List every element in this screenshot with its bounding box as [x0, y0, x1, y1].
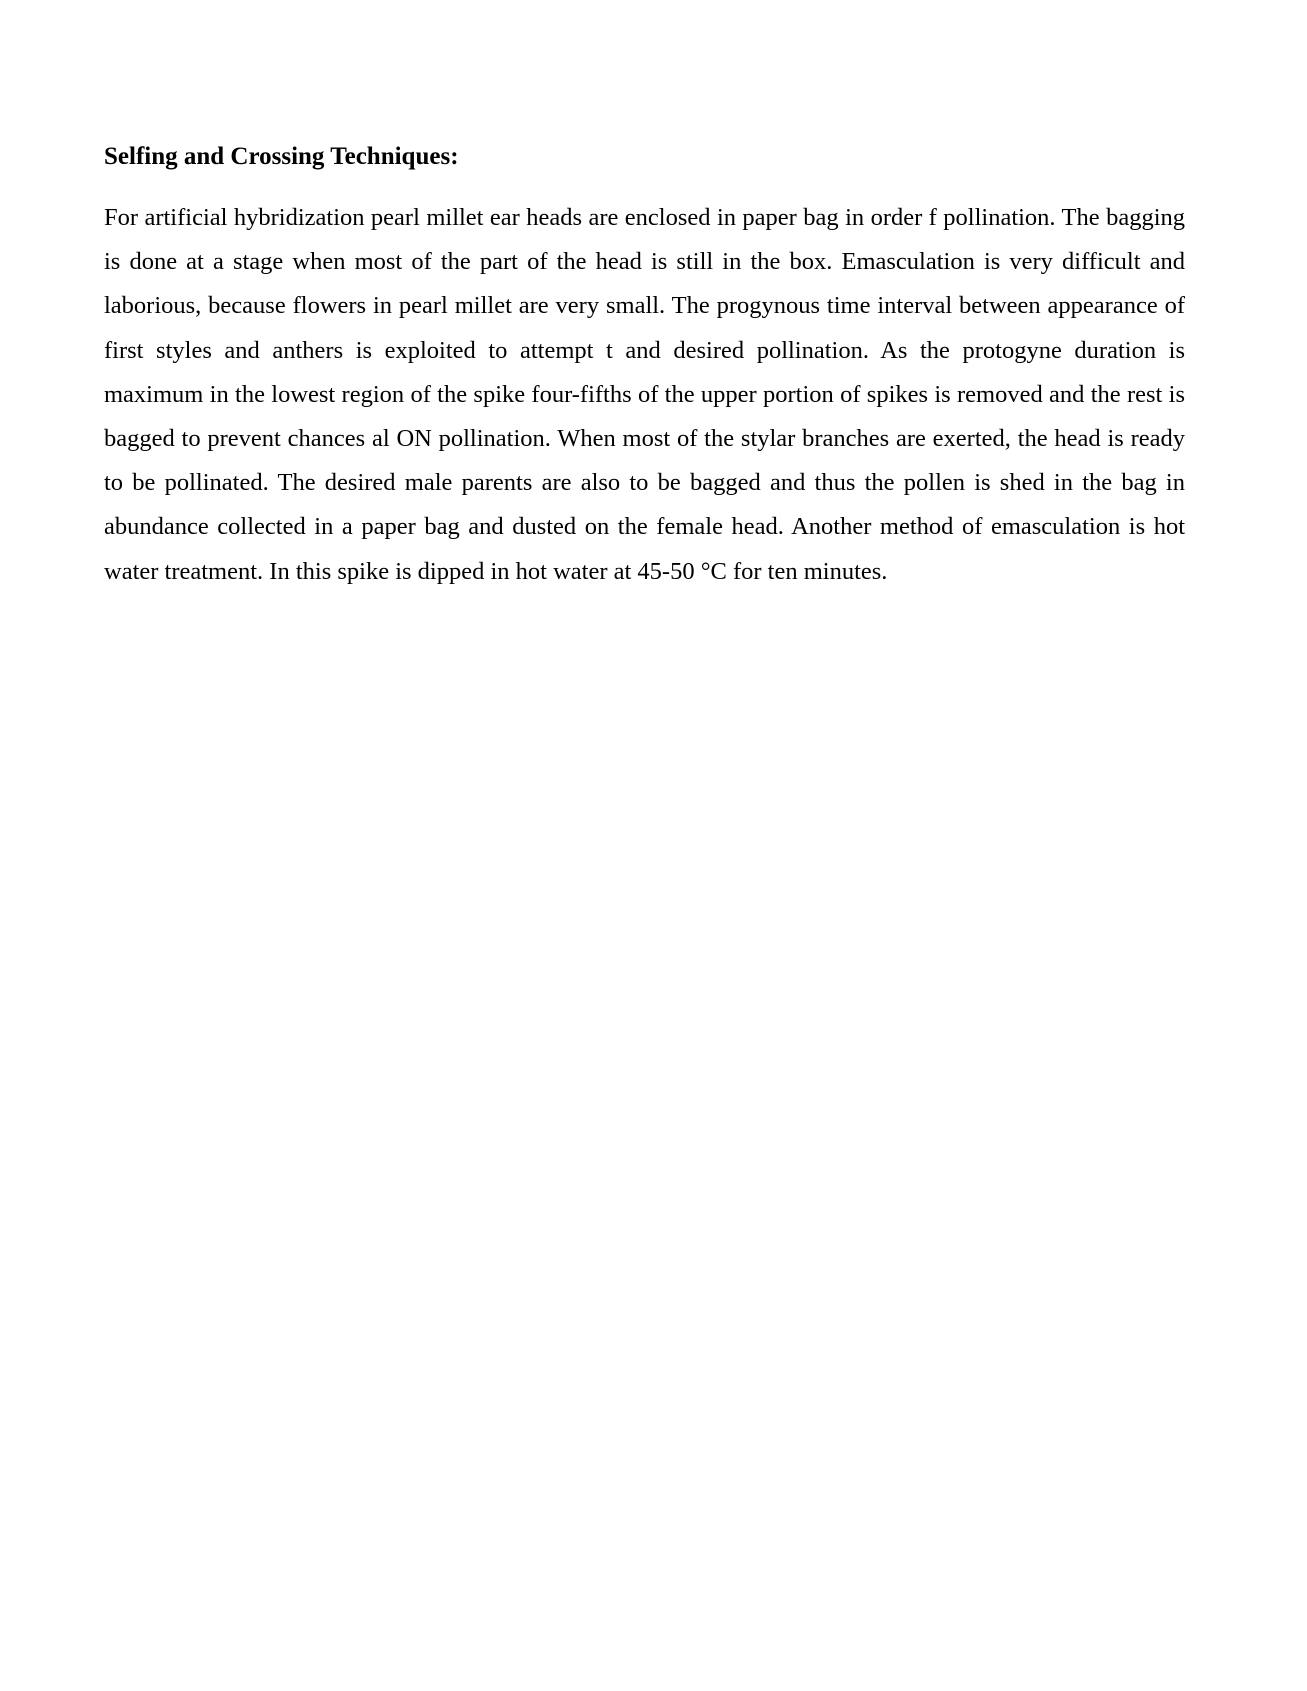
body-paragraph: For artificial hybridization pearl millet ear heads are enclosed in paper bag in order f pollination. The bagging is done at a stage when most of the part of the head is still in the box. Emasculation is very difficult and laborious, because flowers in pearl millet are very small. The progynous time interval between appearance of first styles and anthers is exploited to attempt t and desired pollination. As the protogyne duration is maximum in the lowest region of the spike four-fifths of the upper portion of spikes is removed and the rest is bagged to prevent chances al ON pollination. When most of the stylar branches are exerted, the head is ready to be pollinated. The desired male parents are also to be bagged and thus the pollen is shed in the bag in abundance collected in a paper bag and dusted on the female head. Another method of emasculation is hot water treatment. In this spike is dipped in hot water at 45-50 °C for ten minutes.	[104, 204, 1185, 585]
document-content	[104, 140, 1185, 594]
section-heading: Selfing and Crossing Techniques:	[104, 143, 459, 170]
